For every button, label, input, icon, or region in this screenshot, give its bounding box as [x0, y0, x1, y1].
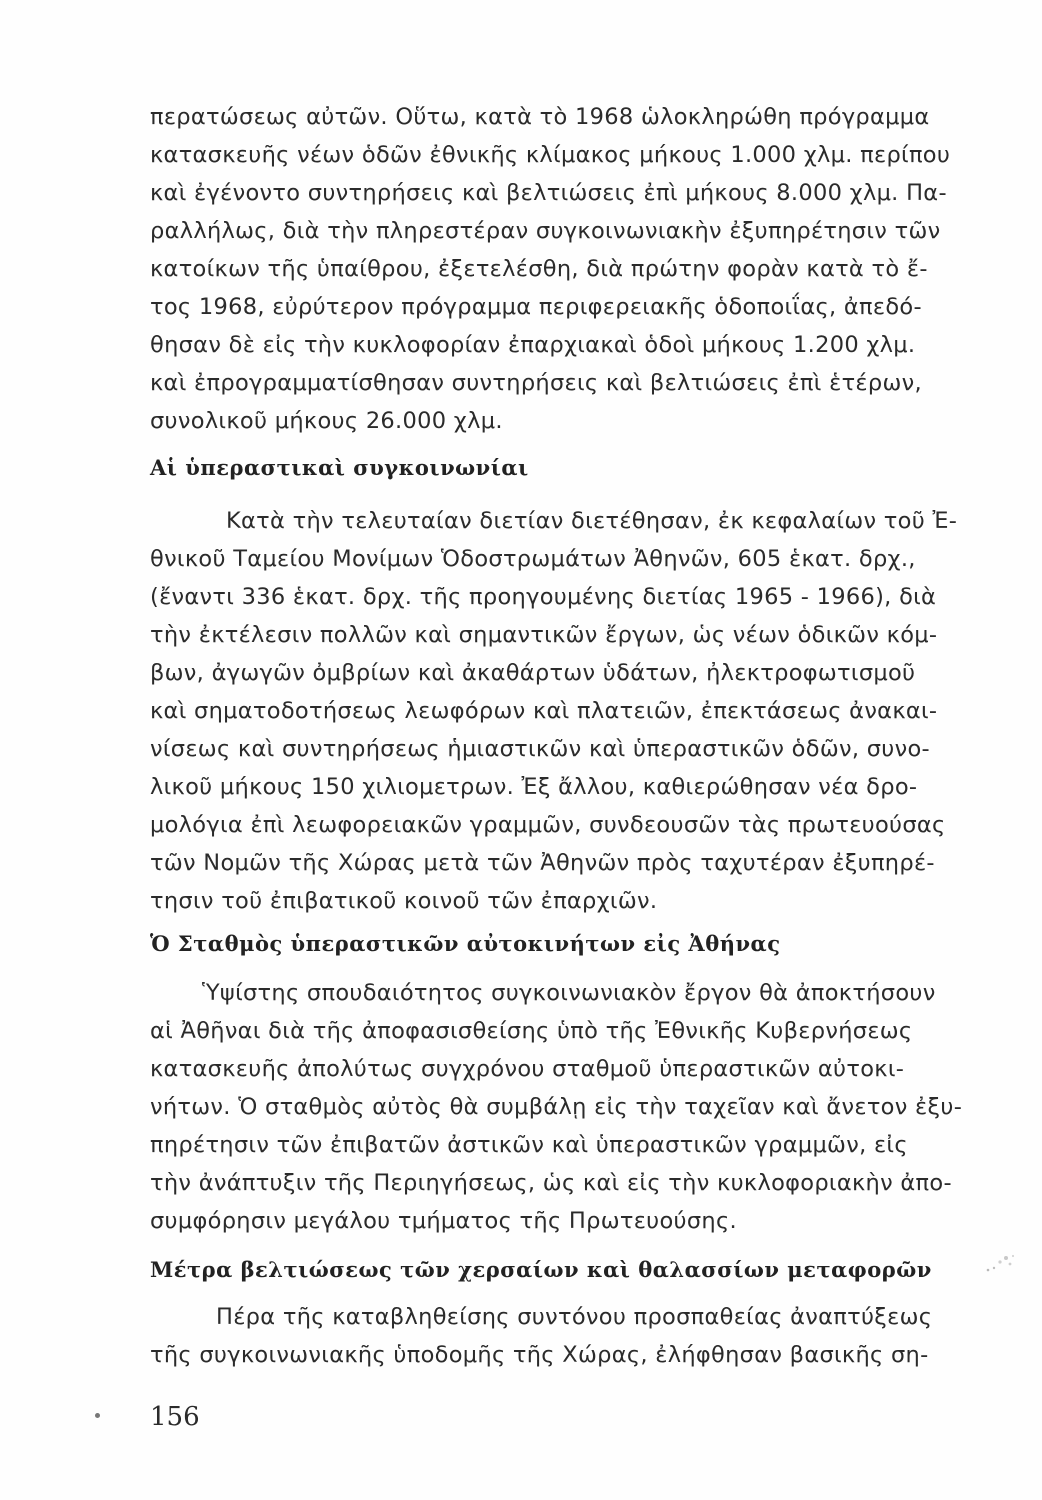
text-line: νίσεως καὶ συντηρήσεως ἡμιαστικῶν καὶ ὑπεραστικῶν ὁδῶν, συνο-: [150, 736, 930, 762]
text-line: τῆς συγκοινωνιακῆς ὑποδομῆς τῆς Χώρας, ἐλήφθησαν βασικῆς ση-: [150, 1342, 929, 1368]
text-line: πηρέτησιν τῶν ἐπιβατῶν ἀστικῶν καὶ ὑπεραστικῶν γραμμῶν, εἰς: [150, 1132, 908, 1158]
text-line: λικοῦ μήκους 150 χιλιομετρων. Ἐξ ἄλλου, καθιερώθησαν νέα δρο-: [150, 774, 918, 800]
text-line: νήτων. Ὁ σταθμὸς αὐτὸς θὰ συμβάλῃ εἰς τὴν ταχεῖαν καὶ ἄνετον ἐξυ-: [150, 1094, 963, 1120]
text-line: καὶ ἐγένοντο συντηρήσεις καὶ βελτιώσεις ἐπὶ μήκους 8.000 χλμ. Πα-: [150, 180, 947, 206]
section-heading-intercity-transport: Αἱ ὑπεραστικαὶ συγκοινωνίαι: [150, 455, 529, 480]
text-line: τησιν τοῦ ἐπιβατικοῦ κοινοῦ τῶν ἐπαρχιῶν.: [150, 888, 658, 914]
text-line: τος 1968, εὐρύτερον πρόγραμμα περιφερειακῆς ὁδοποιΐας, ἀπεδό-: [150, 294, 922, 320]
text-line: κατοίκων τῆς ὑπαίθρου, ἐξετελέσθη, διὰ πρώτην φορὰν κατὰ τὸ ἔ-: [150, 256, 928, 282]
text-line: τῶν Νομῶν τῆς Χώρας μετὰ τῶν Ἀθηνῶν πρὸς ταχυτέραν ἐξυπηρέ-: [150, 850, 935, 876]
text-line: θησαν δὲ εἰς τὴν κυκλοφορίαν ἐπαρχιακαὶ ὁδοὶ μήκους 1.200 χλμ.: [150, 332, 916, 358]
page-number: 156: [150, 1402, 200, 1432]
text-line: τὴν ἀνάπτυξιν τῆς Περιηγήσεως, ὡς καὶ εἰς τὴν κυκλοφοριακὴν ἀπο-: [150, 1170, 952, 1196]
scan-smudge-mark: [980, 1248, 1020, 1278]
text-line: Πέρα τῆς καταβληθείσης συντόνου προσπαθείας ἀναπτύξεως: [216, 1304, 933, 1330]
section-heading-intercity-bus-station: Ὁ Σταθμὸς ὑπεραστικῶν αὐτοκινήτων εἰς Ἀθήνας: [150, 931, 781, 956]
text-line: Ὑψίστης σπουδαιότητος συγκοινωνιακὸν ἔργον θὰ ἀποκτήσουν: [202, 980, 936, 1006]
margin-mark: [95, 1413, 100, 1418]
text-line: μολόγια ἐπὶ λεωφορειακῶν γραμμῶν, συνδεουσῶν τὰς πρωτευούσας: [150, 812, 946, 838]
text-line: συνολικοῦ μήκους 26.000 χλμ.: [150, 408, 503, 434]
text-line: περατώσεως αὐτῶν. Οὕτω, κατὰ τὸ 1968 ὡλοκληρώθη πρόγραμμα: [150, 104, 930, 130]
text-line: βων, ἀγωγῶν ὀμβρίων καὶ ἀκαθάρτων ὑδάτων, ἠλεκτροφωτισμοῦ: [150, 660, 916, 686]
text-line: συμφόρησιν μεγάλου τμήματος τῆς Πρωτευούσης.: [150, 1208, 737, 1234]
text-line: τὴν ἐκτέλεσιν πολλῶν καὶ σημαντικῶν ἔργων, ὡς νέων ὁδικῶν κόμ-: [150, 622, 938, 648]
text-line: (ἔναντι 336 ἑκατ. δρχ. τῆς προηγουμένης διετίας 1965 - 1966), διὰ: [150, 584, 937, 610]
text-line: ραλλήλως, διὰ τὴν πληρεστέραν συγκοινωνιακὴν ἐξυπηρέτησιν τῶν: [150, 218, 941, 244]
text-line: Κατὰ τὴν τελευταίαν διετίαν διετέθησαν, ἐκ κεφαλαίων τοῦ Ἐ-: [226, 508, 958, 534]
text-line: καὶ ἐπρογραμματίσθησαν συντηρήσεις καὶ βελτιώσεις ἐπὶ ἑτέρων,: [150, 370, 922, 396]
text-line: θνικοῦ Ταμείου Μονίμων Ὁδοστρωμάτων Ἀθηνῶν, 605 ἑκατ. δρχ.,: [150, 546, 916, 572]
text-line: καὶ σηματοδοτήσεως λεωφόρων καὶ πλατειῶν, ἐπεκτάσεως ἀνακαι-: [150, 698, 938, 724]
text-line: κατασκευῆς νέων ὁδῶν ἐθνικῆς κλίμακος μήκους 1.000 χλμ. περίπου: [150, 142, 951, 168]
section-heading-transport-improvement: Μέτρα βελτιώσεως τῶν χερσαίων καὶ θαλασσίων μεταφορῶν: [150, 1257, 932, 1282]
text-line: αἱ Ἀθῆναι διὰ τῆς ἀποφασισθείσης ὑπὸ τῆς Ἐθνικῆς Κυβερνήσεως: [150, 1018, 913, 1044]
text-line: κατασκευῆς ἀπολύτως συγχρόνου σταθμοῦ ὑπεραστικῶν αὐτοκι-: [150, 1056, 905, 1082]
